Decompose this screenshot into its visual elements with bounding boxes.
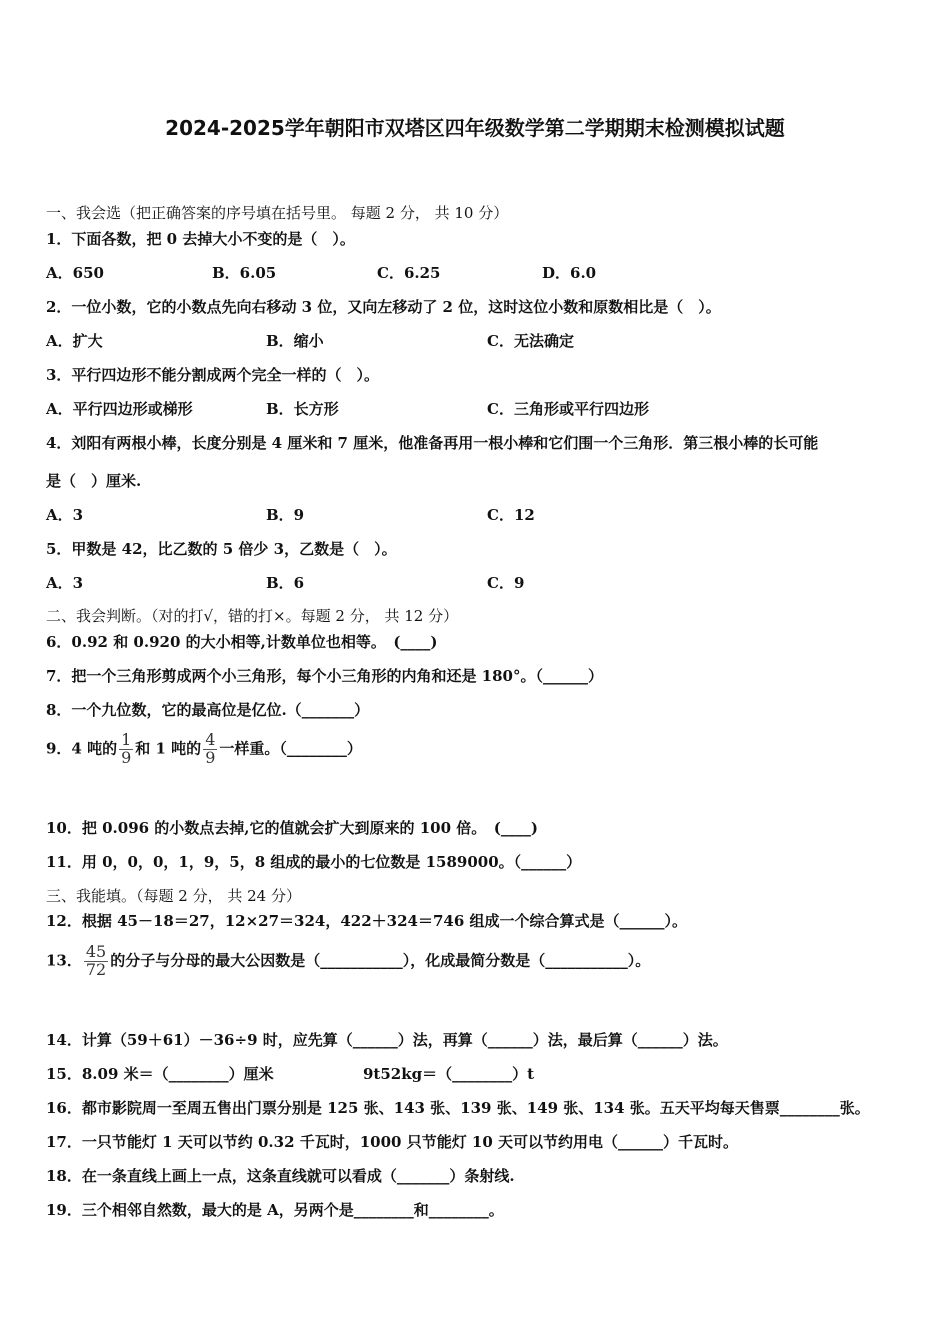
- question-6: 6．0.92 和 0.920 的大小相等,计数单位也相等。 (____): [46, 633, 438, 651]
- q4-option-c: C．12: [487, 506, 535, 524]
- question-5: 5．甲数是 42，比乙数的 5 倍少 3，乙数是（ ）。: [46, 540, 397, 558]
- q1-option-c: C．6.25: [377, 264, 441, 282]
- q9-text-c: 一样重。（________）: [219, 739, 362, 758]
- q9-fraction-1-numerator: 1: [121, 730, 132, 749]
- page-title: 2024-2025学年朝阳市双塔区四年级数学第二学期期末检测模拟试题: [165, 116, 785, 140]
- q13-fraction: [84, 944, 108, 979]
- question-2: 2．一位小数，它的小数点先向右移动 3 位，又向左移动了 2 位，这时这位小数和原数相比是（ ）。: [46, 298, 721, 316]
- q5-option-c: C．9: [487, 574, 525, 592]
- question-4-line-2: 是（ ）厘米.: [46, 472, 142, 490]
- q9-text-b: 和 1 吨的: [135, 739, 202, 758]
- q5-option-b: B．6: [266, 574, 305, 592]
- question-13: [46, 944, 650, 979]
- section-1-heading: 一、我会选（把正确答案的序号填在括号里。 每题 2 分， 共 10 分）: [46, 204, 509, 222]
- question-1: 1．下面各数，把 0 去掉大小不变的是（ ）。: [46, 230, 355, 248]
- q3-option-b: B．长方形: [266, 400, 339, 418]
- question-16: 16．都市影院周一至周五售出门票分别是 125 张、143 张、139 张、149 张、134 张。五天平均每天售票________张。: [46, 1099, 870, 1117]
- q3-option-a: A．平行四边形或梯形: [46, 400, 193, 418]
- q2-option-c: C．无法确定: [487, 332, 574, 350]
- section-3-heading: 三、我能填。（每题 2 分， 共 24 分）: [46, 887, 301, 905]
- question-14: 14．计算（59＋61）－36÷9 时，应先算（______）法，再算（______）法，最后算（______）法。: [46, 1031, 728, 1049]
- q13-text-b: 的分子与分母的最大公因数是（___________），化成最简分数是（___________）。: [110, 951, 651, 970]
- question-15-part-b: 9t52kg＝（________）t: [363, 1065, 535, 1083]
- question-18: 18．在一条直线上画上一点，这条直线就可以看成（_______）条射线.: [46, 1167, 515, 1185]
- question-8: 8．一个九位数，它的最高位是亿位.（_______）: [46, 701, 370, 719]
- q9-fraction-1: [119, 732, 133, 767]
- question-19: 19．三个相邻自然数，最大的是 A，另两个是________和________。: [46, 1201, 504, 1219]
- question-9: [46, 732, 362, 767]
- q9-fraction-1-denominator: 9: [121, 747, 132, 767]
- question-11: 11．用 0，0，0，1，9，5，8 组成的最小的七位数是 1589000。（______）: [46, 853, 582, 871]
- section-2-heading: 二、我会判断。（对的打√，错的打×。每题 2 分， 共 12 分）: [46, 607, 459, 625]
- q4-option-a: A．3: [46, 506, 84, 524]
- q9-text-a: 9．4 吨的: [46, 739, 118, 758]
- question-7: 7．把一个三角形剪成两个小三角形，每个小三角形的内角和还是 180°。（______）: [46, 667, 603, 685]
- q13-fraction-numerator: 45: [85, 942, 107, 961]
- q1-option-a: A．650: [46, 264, 104, 282]
- q9-fraction-2-denominator: 9: [205, 747, 216, 767]
- q2-option-b: B．缩小: [266, 332, 324, 350]
- q2-option-a: A．扩大: [46, 332, 103, 350]
- question-10: 10．把 0.096 的小数点去掉,它的值就会扩大到原来的 100 倍。 (____): [46, 819, 538, 837]
- question-17: 17．一只节能灯 1 天可以节约 0.32 千瓦时，1000 只节能灯 10 天可以节约用电（______）千瓦时。: [46, 1133, 739, 1151]
- question-4-line-1: 4．刘阳有两根小棒，长度分别是 4 厘米和 7 厘米，他准备再用一根小棒和它们围一个三角形．第三根小棒的长可能: [46, 434, 819, 452]
- q3-option-c: C．三角形或平行四边形: [487, 400, 649, 418]
- question-12: 12．根据 45－18＝27，12×27＝324，422＋324＝746 组成一个综合算式是（______）。: [46, 912, 688, 930]
- question-3: 3．平行四边形不能分割成两个完全一样的（ ）。: [46, 366, 379, 384]
- q5-option-a: A．3: [46, 574, 84, 592]
- q9-fraction-2: [203, 732, 217, 767]
- q9-fraction-2-numerator: 4: [205, 730, 216, 749]
- q1-option-b: B．6.05: [212, 264, 277, 282]
- q13-fraction-denominator: 72: [85, 959, 107, 979]
- q4-option-b: B．9: [266, 506, 305, 524]
- q1-option-d: D．6.0: [542, 264, 597, 282]
- q13-text-a: 13．: [46, 951, 82, 970]
- question-15-part-a: 15．8.09 米＝（________）厘米: [46, 1065, 274, 1083]
